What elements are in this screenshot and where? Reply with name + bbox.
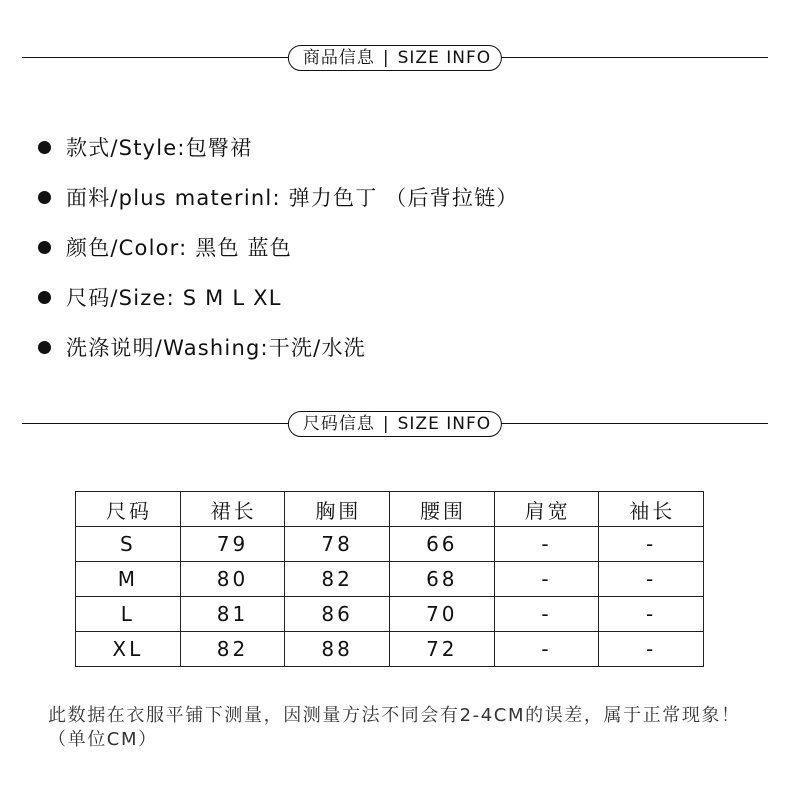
size-table bbox=[75, 491, 704, 667]
section-title-separator: | bbox=[382, 48, 390, 68]
table-cell: M bbox=[76, 562, 181, 597]
table-cell: - bbox=[599, 527, 704, 562]
column-header-waist: 腰围 bbox=[389, 492, 494, 527]
table-header-row bbox=[76, 492, 704, 527]
table-cell: 82 bbox=[285, 562, 390, 597]
section-title-en: SIZE INFO bbox=[397, 48, 492, 68]
table-cell: - bbox=[494, 597, 599, 632]
table-cell: - bbox=[494, 632, 599, 667]
section-title-cn: 商品信息 bbox=[302, 48, 375, 68]
table-cell: 79 bbox=[180, 527, 285, 562]
product-details-list bbox=[38, 122, 518, 372]
table-cell: 78 bbox=[285, 527, 390, 562]
list-item bbox=[38, 122, 518, 172]
table-cell: XL bbox=[76, 632, 181, 667]
list-item-text: 洗涤说明/Washing:干洗/水洗 bbox=[66, 336, 366, 360]
bullet-icon bbox=[38, 241, 51, 254]
column-header-sleeve: 袖长 bbox=[599, 492, 704, 527]
table-cell: - bbox=[599, 632, 704, 667]
table-cell: - bbox=[494, 527, 599, 562]
column-header-skirt-length: 裙长 bbox=[180, 492, 285, 527]
column-header-bust: 胸围 bbox=[285, 492, 390, 527]
bullet-icon bbox=[38, 291, 51, 304]
column-header-shoulder: 肩宽 bbox=[494, 492, 599, 527]
table-cell: 80 bbox=[180, 562, 285, 597]
list-item-text: 尺码/Size: S M L XL bbox=[66, 286, 282, 310]
table-row bbox=[76, 597, 704, 632]
list-item-text: 颜色/Color: 黑色 蓝色 bbox=[66, 236, 292, 260]
list-item-text: 面料/plus materinl: 弹力色丁 （后背拉链） bbox=[66, 186, 519, 210]
table-cell: - bbox=[599, 562, 704, 597]
section-title-cn: 尺码信息 bbox=[302, 414, 375, 434]
bullet-icon bbox=[38, 341, 51, 354]
list-item-text: 款式/Style:包臀裙 bbox=[66, 136, 253, 160]
table-cell: - bbox=[494, 562, 599, 597]
table-cell: L bbox=[76, 597, 181, 632]
list-item bbox=[38, 172, 518, 222]
section-title-separator: | bbox=[382, 414, 390, 434]
table-cell: 88 bbox=[285, 632, 390, 667]
list-item bbox=[38, 222, 518, 272]
table-cell: 86 bbox=[285, 597, 390, 632]
table-cell: 72 bbox=[389, 632, 494, 667]
section-title-en: SIZE INFO bbox=[397, 414, 492, 434]
table-row bbox=[76, 527, 704, 562]
section-title-product-info bbox=[288, 45, 502, 71]
table-cell: 66 bbox=[389, 527, 494, 562]
measurement-note: 此数据在衣服平铺下测量，因测量方法不同会有2-4CM的误差，属于正常现象！（单位CM） bbox=[48, 705, 741, 750]
table-row bbox=[76, 562, 704, 597]
table-cell: 68 bbox=[389, 562, 494, 597]
section-title-size-info bbox=[288, 411, 502, 437]
table-cell: 81 bbox=[180, 597, 285, 632]
bullet-icon bbox=[38, 141, 51, 154]
table-cell: - bbox=[599, 597, 704, 632]
column-header-size: 尺码 bbox=[76, 492, 181, 527]
list-item bbox=[38, 272, 518, 322]
table-cell: 70 bbox=[389, 597, 494, 632]
list-item bbox=[38, 322, 518, 372]
bullet-icon bbox=[38, 191, 51, 204]
table-row bbox=[76, 632, 704, 667]
table-cell: 82 bbox=[180, 632, 285, 667]
table-cell: S bbox=[76, 527, 181, 562]
